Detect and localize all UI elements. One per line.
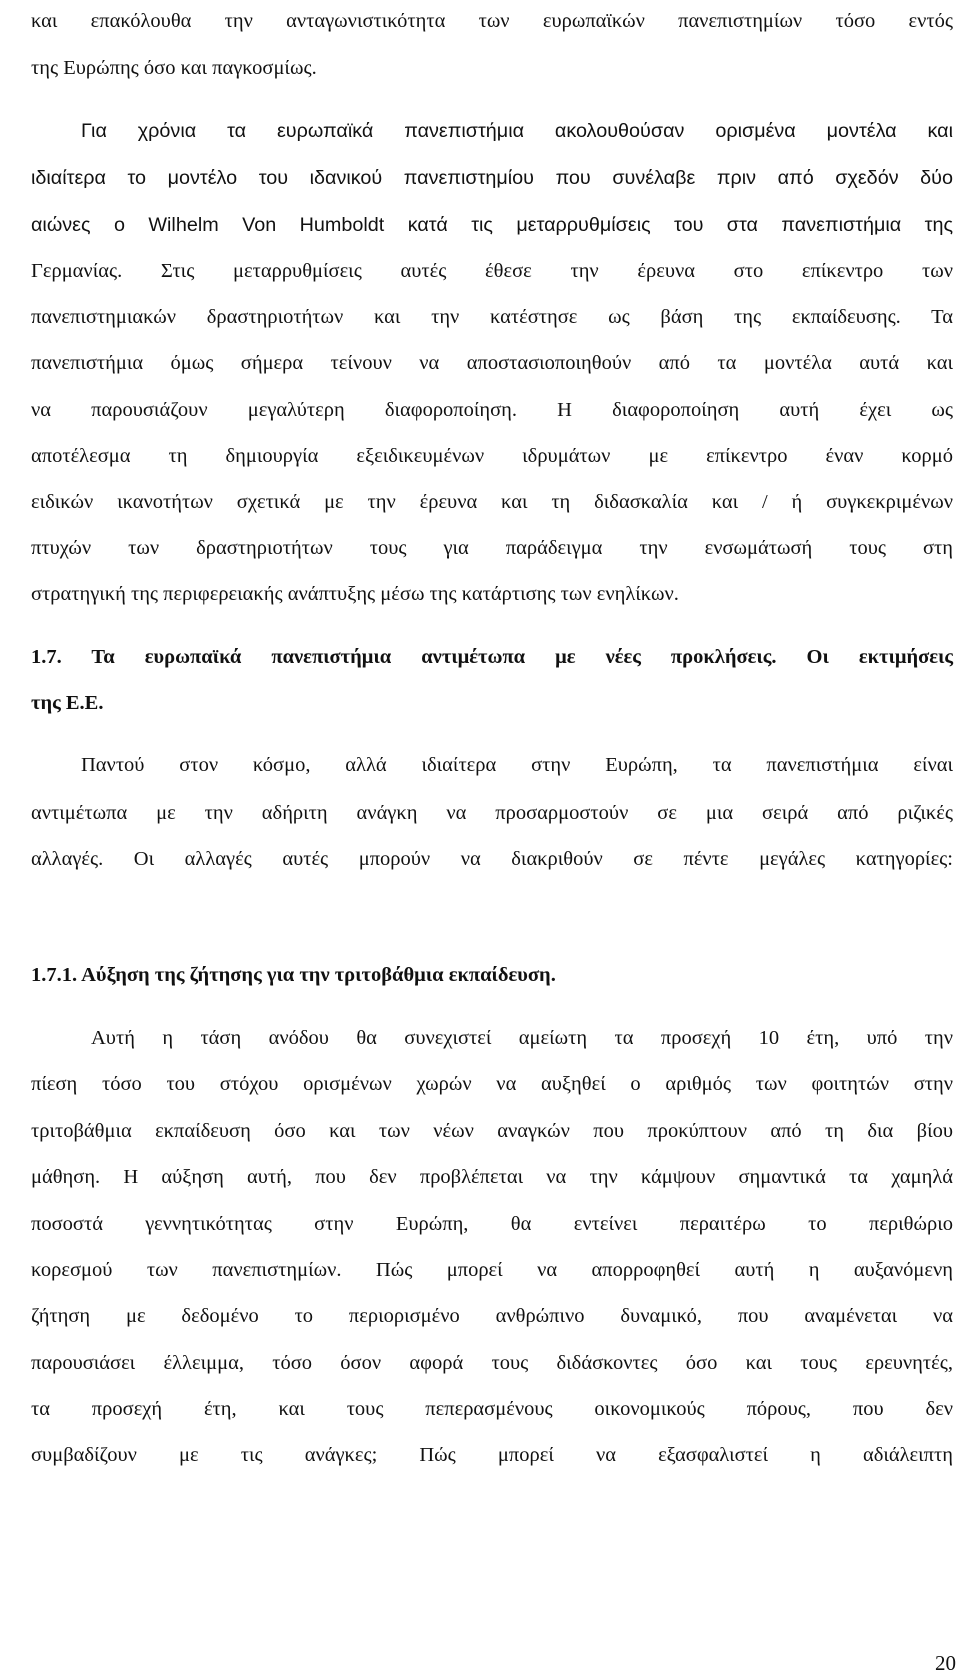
section-heading: της Ε.Ε.: [31, 692, 104, 714]
text-line: Αυτή η τάση ανόδου θα συνεχιστεί αμείωτη τα προσεχή 10 έτη, υπό την: [91, 1027, 953, 1049]
section-heading: 1.7. Τα ευρωπαϊκά πανεπιστήμια αντιμέτωπα με νέες προκλήσεις. Οι εκτιμήσεις: [31, 646, 953, 668]
text-line: ειδικών ικανοτήτων σχετικά με την έρευνα και τη διδασκαλία και / ή συγκεκριμένων: [31, 491, 953, 513]
text-line: ποσοστά γεννητικότητας στην Ευρώπη, θα εντείνει περαιτέρω το περιθώριο: [31, 1213, 953, 1235]
text-line: Για χρόνια τα ευρωπαϊκά πανεπιστήμια ακολουθούσαν ορισμένα μοντέλα και: [81, 120, 953, 142]
page-number: 20: [935, 1651, 956, 1675]
text-line: πανεπιστημιακών δραστηριοτήτων και την κατέστησε ως βάση της εκπαίδευσης. Τα: [31, 306, 953, 328]
text-line: πίεση τόσο του στόχου ορισμένων χωρών να αυξηθεί ο αριθμός των φοιτητών στην: [31, 1073, 953, 1095]
text-line: Γερμανίας. Στις μεταρρυθμίσεις αυτές έθεσε την έρευνα στο επίκεντρο των: [31, 260, 953, 282]
text-line: τριτοβάθμια εκπαίδευση όσο και των νέων αναγκών που προκύπτουν από τη δια βίου: [31, 1120, 953, 1142]
text-line: αιώνες ο Wilhelm Von Humboldt κατά τις μεταρρυθμίσεις του στα πανεπιστήμια της: [31, 214, 953, 236]
text-line: πανεπιστήμια όμως σήμερα τείνουν να αποστασιοποιηθούν από τα μοντέλα αυτά και: [31, 352, 953, 374]
text-line: ιδιαίτερα το μοντέλο του ιδανικού πανεπιστημίου που συνέλαβε πριν από σχεδόν δύο: [31, 167, 953, 189]
text-line: στρατηγική της περιφερειακής ανάπτυξης μέσω της κατάρτισης των ενηλίκων.: [31, 583, 679, 605]
text-line: παρουσιάσει έλλειμμα, τόσο όσον αφορά τους διδάσκοντες όσο και τους ερευνητές,: [31, 1352, 953, 1374]
text-line: μάθηση. Η αύξηση αυτή, που δεν προβλέπεται να την κάμψουν σημαντικά τα χαμηλά: [31, 1166, 953, 1188]
text-line: αντιμέτωπα με την αδήριτη ανάγκη να προσαρμοστούν σε μια σειρά από ριζικές: [31, 802, 953, 824]
text-line: ζήτηση με δεδομένο το περιορισμένο ανθρώπινο δυναμικό, που αναμένεται να: [31, 1305, 953, 1327]
text-line: Παντού στον κόσμο, αλλά ιδιαίτερα στην Ευρώπη, τα πανεπιστήμια είναι: [81, 754, 953, 776]
text-line: και επακόλουθα την ανταγωνιστικότητα των ευρωπαϊκών πανεπιστημίων τόσο εντός: [31, 10, 953, 32]
text-line: αποτέλεσμα τη δημιουργία εξειδικευμένων ιδρυμάτων με επίκεντρο έναν κορμό: [31, 445, 953, 467]
text-line: πτυχών των δραστηριοτήτων τους για παράδειγμα την ενσωμάτωσή τους στη: [31, 537, 953, 559]
text-line: κορεσμού των πανεπιστημίων. Πώς μπορεί να απορροφηθεί αυτή η αυξανόμενη: [31, 1259, 953, 1281]
text-line: τα προσεχή έτη, και τους πεπερασμένους οικονομικούς πόρους, που δεν: [31, 1398, 953, 1420]
text-line: αλλαγές. Οι αλλαγές αυτές μπορούν να διακριθούν σε πέντε μεγάλες κατηγορίες:: [31, 848, 953, 870]
text-line: συμβαδίζουν με τις ανάγκες; Πώς μπορεί να εξασφαλιστεί η αδιάλειπτη: [31, 1444, 953, 1466]
text-line: να παρουσιάζουν μεγαλύτερη διαφοροποίηση. Η διαφοροποίηση αυτή έχει ως: [31, 399, 953, 421]
text-line: της Ευρώπης όσο και παγκοσμίως.: [31, 57, 317, 79]
subsection-heading: 1.7.1. Αύξηση της ζήτησης για την τριτοβάθμια εκπαίδευση.: [31, 964, 556, 986]
